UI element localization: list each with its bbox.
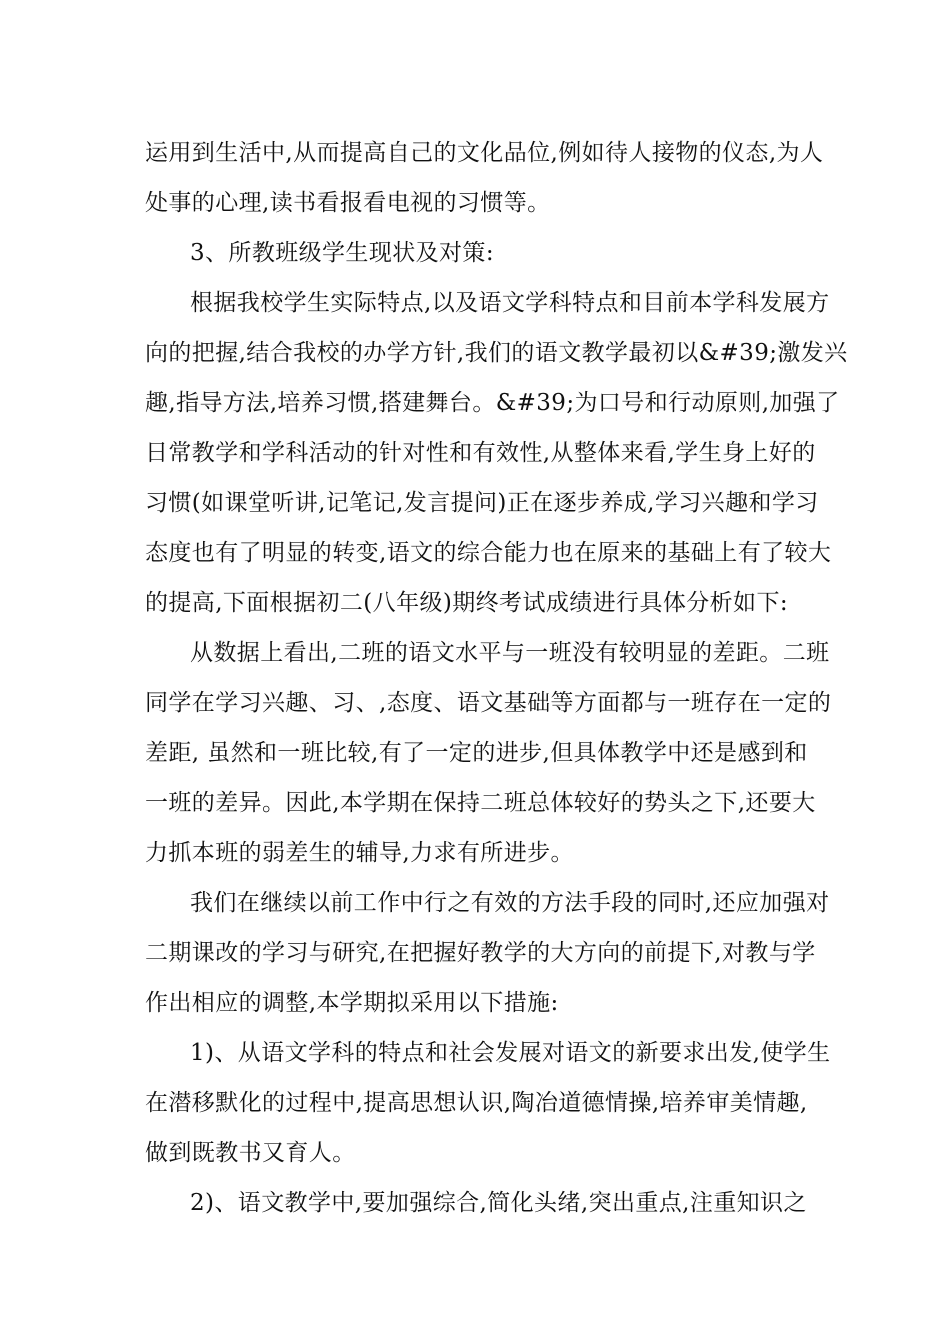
- text-line: 一班的差异。因此,本学期在保持二班总体较好的势头之下,还要大: [145, 790, 816, 816]
- text-line: 差距, 虽然和一班比较,有了一定的进步,但具体教学中还是感到和: [145, 740, 808, 766]
- text-line: 的提高,下面根据初二(八年级)期终考试成绩进行具体分析如下:: [145, 590, 789, 616]
- text-line: 趣,指导方法,培养习惯,搭建舞台。&#39;为口号和行动原则,加强了: [145, 390, 840, 416]
- text-line: 做到既教书又育人。: [145, 1140, 356, 1166]
- text-line: 1)、从语文学科的特点和社会发展对语文的新要求出发,使学生: [190, 1040, 831, 1066]
- text-line: 我们在继续以前工作中行之有效的方法手段的同时,还应加强对: [190, 890, 830, 916]
- section-heading: 3、所教班级学生现状及对策:: [190, 240, 494, 266]
- text-line: 习惯(如课堂听讲,记笔记,发言提问)正在逐步养成,学习兴趣和学习: [145, 490, 819, 516]
- text-line: 处事的心理,读书看报看电视的习惯等。: [145, 190, 551, 216]
- text-line: 同学在学习兴趣、习、,态度、语文基础等方面都与一班存在一定的: [145, 690, 832, 716]
- text-line: 运用到生活中,从而提高自己的文化品位,例如待人接物的仪态,为人: [145, 140, 824, 166]
- text-line: 向的把握,结合我校的办学方针,我们的语文教学最初以&#39;激发兴: [145, 340, 848, 366]
- text-line: 力抓本班的弱差生的辅导,力求有所进步。: [145, 840, 574, 866]
- text-line: 2)、语文教学中,要加强综合,简化头绪,突出重点,注重知识之: [190, 1190, 807, 1216]
- text-line: 在潜移默化的过程中,提高思想认识,陶冶道德情操,培养审美情趣,: [145, 1090, 808, 1116]
- text-line: 日常教学和学科活动的针对性和有效性,从整体来看,学生身上好的: [145, 440, 816, 466]
- text-line: 态度也有了明显的转变,语文的综合能力也在原来的基础上有了较大: [145, 540, 832, 566]
- text-line: 二期课改的学习与研究,在把握好教学的大方向的前提下,对教与学: [145, 940, 816, 966]
- text-line: 根据我校学生实际特点,以及语文学科特点和目前本学科发展方: [190, 290, 830, 316]
- text-line: 作出相应的调整,本学期拟采用以下措施:: [145, 990, 559, 1016]
- text-line: 从数据上看出,二班的语文水平与一班没有较明显的差距。二班: [190, 640, 830, 666]
